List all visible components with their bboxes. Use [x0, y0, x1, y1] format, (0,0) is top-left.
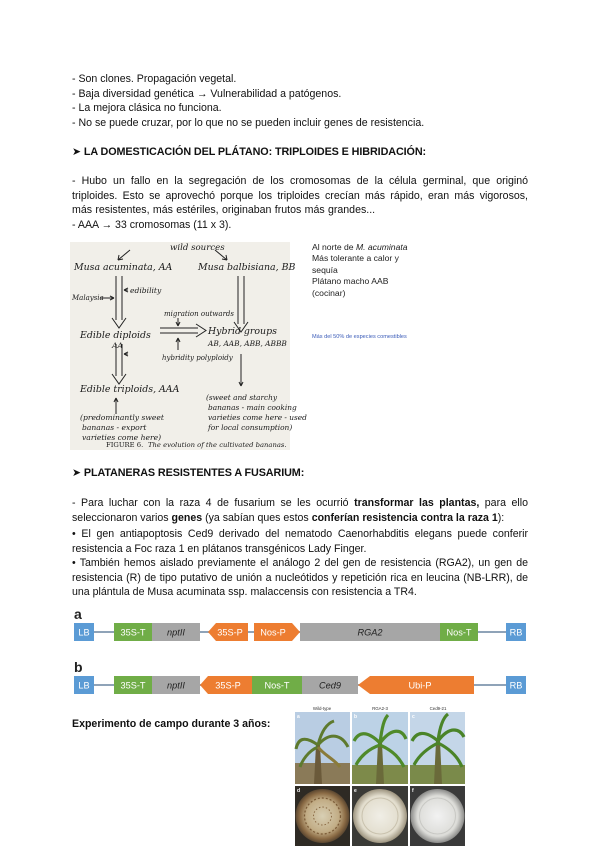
side-line4: Plátano macho AAB	[312, 276, 389, 287]
photo-col-wildtype: Wild-type	[312, 706, 332, 711]
side-line2: Más tolerante a calor y	[312, 253, 399, 264]
field-experiment-photos	[294, 705, 466, 847]
construct-b-35sp-label: 35S-P	[215, 680, 241, 691]
para2-t2: para ello seleccionaron varios	[72, 497, 528, 524]
construct-a-nosp-label: Nos-P	[260, 627, 286, 638]
fig-hybrid-groups: Hybrid groups	[208, 326, 277, 337]
fig-caption-label: FIGURE 6.	[106, 441, 144, 449]
photo-label-c: c	[412, 714, 415, 720]
photo-col-ced9: Ced9-21	[429, 706, 447, 711]
construct-b-gene-label: Ced9	[319, 680, 341, 691]
para2-b3: conferían resistencia contra la raza 1	[311, 511, 498, 524]
photo-label-b: b	[354, 714, 358, 720]
photo-label-d: d	[297, 788, 301, 794]
para-aaa: - AAA → 33 cromosomas (11 x 3).	[72, 219, 232, 231]
para-triploides: - Hubo un fallo en la segregación de los cromosomas de la célula germinal, que originó triploides. Esto se aprovechó porque los triploides crecían más rápido, eran más vigorosos, más resistentes, más estériles, originaban frutos más grandes...	[72, 175, 528, 217]
para2-t3: (ya sabían ques estos	[202, 511, 312, 524]
construct-a-nost-label: Nos-T	[446, 627, 472, 638]
photo-col-rga2: RGA2-3	[372, 706, 388, 711]
para2-t1: - Para luchar con la raza 4 de fusarium se les ocurrió	[72, 497, 355, 509]
fig-malaysia: Malaysia	[72, 294, 104, 302]
bullet-clones: - Son clones. Propagación vegetal.	[72, 73, 237, 85]
construct-a-rb-label: RB	[509, 627, 523, 638]
fig-edibility: edibility	[130, 286, 162, 295]
construct-b-35st-label: 35S-T	[120, 680, 146, 691]
gene-constructs-figure	[70, 606, 530, 707]
construct-b-nost-label: Nos-T	[264, 680, 290, 691]
fig-aa: AA	[112, 341, 123, 350]
side-line3: sequía	[312, 264, 338, 275]
fig-caption-text: The evolution of the cultivated bananas.	[148, 441, 287, 449]
photo-row-sections	[295, 786, 465, 846]
fig-hybridity: hybridity polyploidy	[162, 354, 233, 362]
construct-b-rb-label: RB	[509, 680, 523, 691]
fig-right-note-3: varieties come here - used	[208, 413, 307, 422]
photo-label-f: f	[412, 788, 414, 794]
fig-edible-triploids: Edible triploids, AAA	[80, 384, 180, 395]
heading-fusarium: ➤ PLATANERAS RESISTENTES A FUSARIUM:	[72, 467, 305, 479]
para-rga2: • También hemos aislado previamente el análogo 2 del gen de resistencia (RGA2), un gen de resistencia (R) de tipo putativo de unión a nucleótidos y repetición rica en leucina (NB-LRR), de una plántula de Musa acuminata ssp. malaccensis con resistencia a TR4.	[72, 557, 528, 599]
construct-b-letter: b	[74, 659, 83, 675]
construct-a-nptii-label: nptII	[167, 627, 185, 638]
fig-acuminata: Musa acuminata, AA	[74, 262, 173, 273]
para2-t4: ):	[497, 511, 505, 524]
construct-b-nptii-label: nptII	[167, 680, 185, 691]
fig-left-note-3: varieties come here)	[82, 433, 162, 442]
fig-left-note-1: (predominantly sweet	[80, 413, 164, 422]
heading-domesticacion: ➤ LA DOMESTICACIÓN DEL PLÁTANO: TRIPLOIDES E HIBRIDACIÓN:	[72, 146, 427, 158]
side-line5: (cocinar)	[312, 287, 346, 298]
photo-row-plants	[295, 712, 465, 784]
side-line1-italic: M. acuminata	[355, 242, 408, 252]
construct-a-35sp-label: 35S-P	[217, 627, 243, 638]
construct-a-lb-label: LB	[78, 627, 90, 638]
banana-evolution-figure	[70, 242, 307, 450]
side-note	[312, 242, 408, 299]
bullet-mejora: - La mejora clásica no funciona.	[72, 102, 222, 115]
construct-b-lb-label: LB	[78, 680, 90, 691]
fig-migration: migration outwards	[164, 310, 234, 318]
fig-right-note-1: (sweet and starchy	[206, 393, 278, 402]
para2-b1: transformar las plantas,	[354, 497, 480, 509]
bullet-diversity: - Baja diversidad genética → Vulnerabilidad a patógenos.	[72, 87, 342, 100]
intro-bullets	[72, 72, 528, 130]
fig-balbisiana: Musa balbisiana, BB	[198, 262, 296, 273]
construct-b-ubip-label: Ubi-P	[408, 680, 432, 691]
side-line1: Al norte de	[312, 242, 356, 252]
para2-b2: genes	[171, 511, 203, 524]
construct-a-gene-label: RGA2	[357, 627, 383, 638]
fig-hybrid-list: AB, AAB, ABB, ABBB	[208, 339, 287, 348]
bullet-cruzar: - No se puede cruzar, por lo que no se pueden incluir genes de resistencia.	[72, 116, 425, 129]
experiment-title: Experimento de campo durante 3 años:	[72, 718, 271, 730]
para-ced9: • El gen antiapoptosis Ced9 derivado del nematodo Caenorhabditis elegans puede conferir resistencia a Foc raza 1 en plátanos transgénicos Lady Finger.	[72, 528, 528, 555]
construct-a-letter: a	[74, 606, 82, 622]
photo-label-a: a	[297, 714, 300, 720]
blue-note: Más del 50% de especies comestibles	[312, 334, 407, 340]
photo-label-e: e	[354, 788, 357, 794]
fig-right-note-4: for local consumption)	[208, 423, 293, 432]
fig-right-note-2: bananas - main cooking	[208, 403, 297, 412]
fig-edible-diploids: Edible diploids	[80, 330, 151, 341]
fig-left-note-2: bananas - export	[82, 423, 147, 432]
para-fusarium	[72, 496, 528, 525]
construct-a-35st-label: 35S-T	[120, 627, 146, 638]
fig-wild-sources: wild sources	[170, 243, 225, 253]
